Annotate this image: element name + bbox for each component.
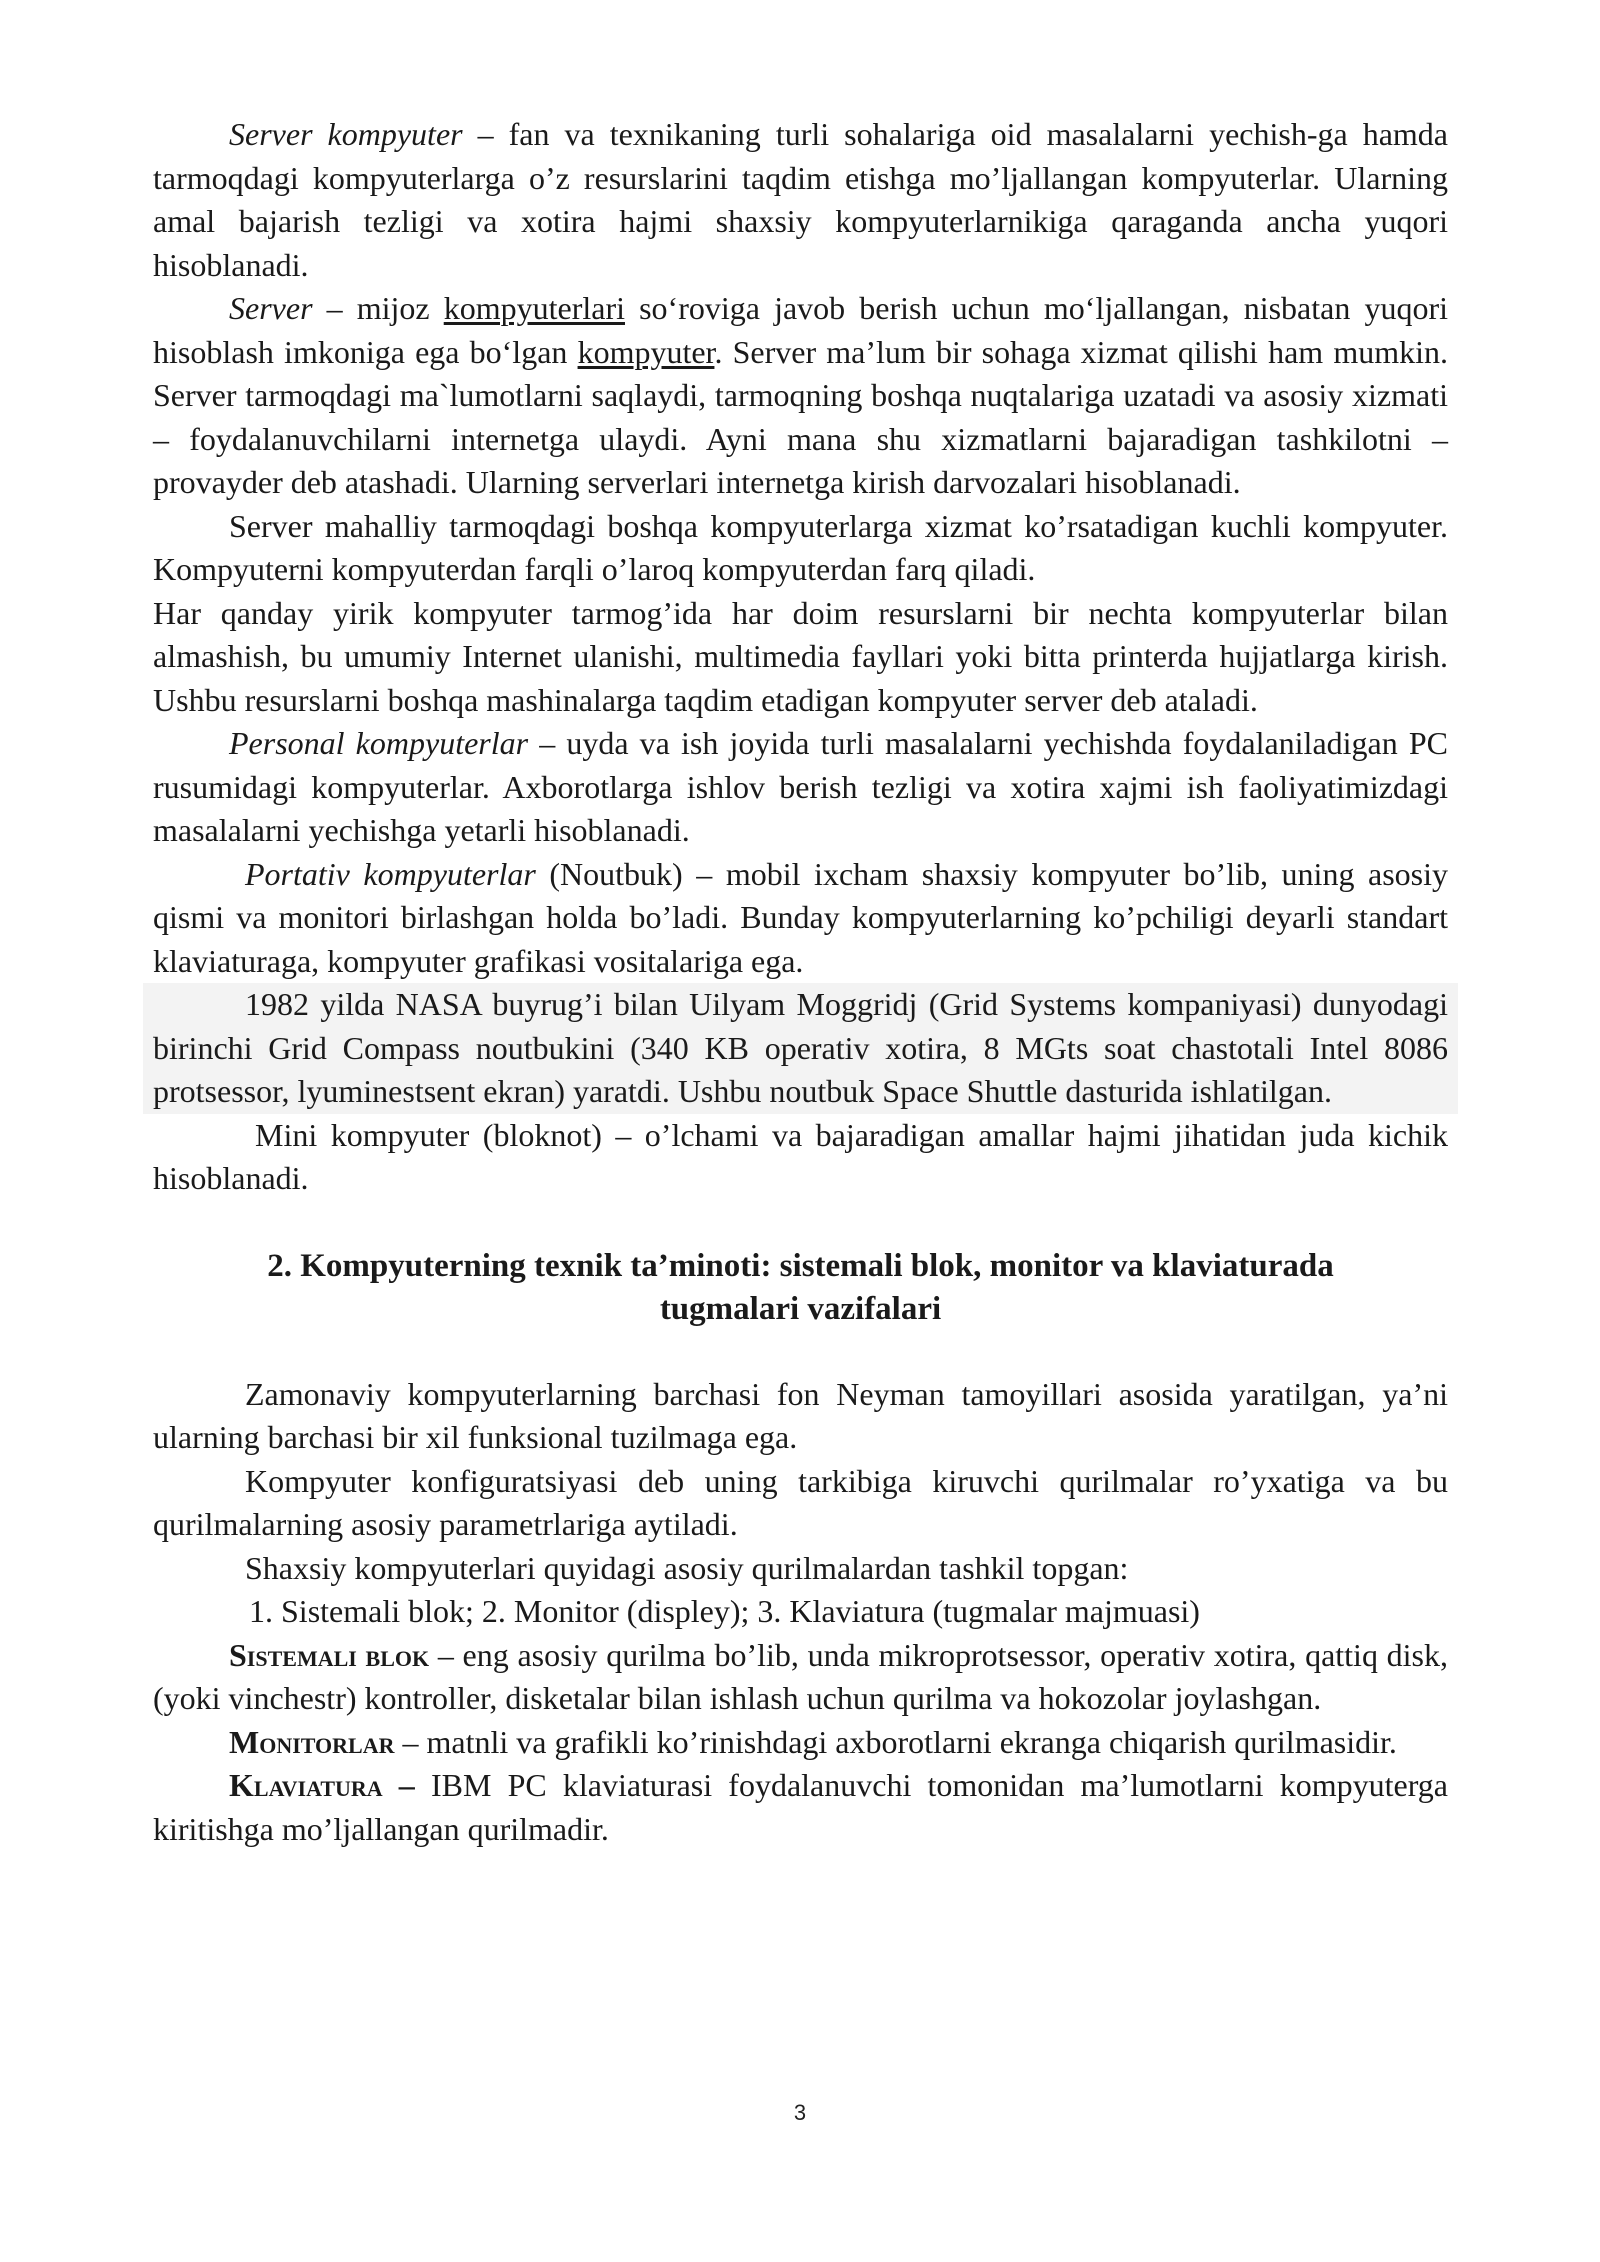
paragraph-resources: Har qanday yirik kompyuter tarmog’ida har doim resurslarni bir nechta kompyuterlar bilan almashish, bu umumiy Internet ulanishi, multimedia fayllari yoki bitta printerda hujjatlarga kirish. Ushbu resurslarni boshqa mashinalarga taqdim etadigan kompyuter server deb ataladi. bbox=[153, 594, 1448, 718]
link-kompyuter[interactable]: kompyuter bbox=[577, 333, 715, 370]
term-portativ-kompyuterlar: Portativ kompyuterlar bbox=[245, 855, 536, 892]
section-heading-line2: tugmalari vazifalari bbox=[659, 1290, 942, 1327]
term-server-kompyuter: Server kompyuter bbox=[229, 116, 463, 152]
term-server: Server bbox=[229, 290, 313, 326]
term-monitorlar: Monitorlar bbox=[229, 1723, 395, 1760]
paragraph-server bbox=[153, 287, 1448, 505]
paragraph-text: . Server ma’lum bir sohaga xizmat qilishi ham mumkin. Server tarmoqdagi ma`lumotlarni saqlaydi, tarmoqning boshqa nuqtalariga uzatadi va asosiy xizmati – foydalanuvchilarni internetga ulaydi. Ayni mana shu xizmatlarni bajaradigan tashkilotni – provayder deb atashadi. Ularning serverlari internetga kirish darvozalari hisoblanadi. bbox=[153, 333, 1449, 500]
paragraph-text: – fan va texnikaning turli sohalariga oid masalalarni yechish-ga hamda tarmoqdagi kompyuterlarga o’z resurslarini taqdim etishga mo’ljallangan kompyuterlar. Ularning amal bajarish tezligi va xotira hajmi shaxsiy kompyuterlarnikiga qaraganda ancha yuqori hisoblanadi. bbox=[153, 116, 1448, 283]
section-heading-line1: 2. Kompyuterning texnik ta’minoti: sistemali blok, monitor va klaviaturada bbox=[267, 1247, 1334, 1284]
paragraph-portativ bbox=[153, 853, 1448, 984]
paragraph-text: – mijoz bbox=[312, 290, 444, 326]
term-personal-kompyuterlar: Personal kompyuterlar bbox=[229, 725, 529, 761]
term-klaviatura: Klaviatura – bbox=[229, 1767, 415, 1803]
paragraph-text: (Noutbuk) – mobil ixcham shaxsiy kompyuter bo’lib, uning asosiy qismi va monitori birlashgan holda bo’ladi. Bunday kompyuterlarning ko’pchiligi deyarli standart klaviaturaga, kompyuter grafikasi vositalariga ega. bbox=[153, 855, 1449, 979]
link-kompyuterlari[interactable]: kompyuterlari bbox=[443, 290, 625, 326]
paragraph-text: IBM PC klaviaturasi foydalanuvchi tomonidan ma’lumotlarni kompyuterga kiritishga mo’ljallangan qurilmadir. bbox=[153, 1767, 1448, 1847]
term-sistemali-blok: Sistemali blok bbox=[229, 1636, 430, 1673]
section-heading bbox=[153, 1245, 1448, 1331]
page-number: 3 bbox=[793, 2100, 807, 2125]
paragraph-klaviatura bbox=[153, 1764, 1448, 1851]
paragraph-text: so‘roviga javob berish uchun mo‘ljallangan, nisbatan yuqori hisoblash imkoniga ega bo‘lgan bbox=[153, 290, 1449, 370]
paragraph-zamonaviy: Zamonaviy kompyuterlarning barchasi fon Neyman tamoyillari asosida yaratilgan, ya’ni ularning barchasi bir xil funksional tuzilmaga ega. bbox=[153, 1375, 1448, 1455]
paragraph-text: – eng asosiy qurilma bo’lib, unda mikroprotsessor, operativ xotira, qattiq disk, (yoki vinchestr) kontroller, disketalar bilan ishlash uchun qurilma va hokozolar joylashgan. bbox=[153, 1636, 1449, 1716]
paragraph-konfiguratsiya: Kompyuter konfiguratsiyasi deb uning tarkibiga kiruvchi qurilmalar ro’yxatiga va bu qurilmalarning asosiy parametrlariga aytiladi. bbox=[153, 1462, 1448, 1542]
paragraph-personal bbox=[153, 722, 1448, 853]
device-list: 1. Sistemali blok; 2. Monitor (displey); 3. Klaviatura (tugmalar majmuasi) bbox=[249, 1593, 1200, 1629]
document-page bbox=[153, 113, 1448, 1851]
paragraph-sistemali-blok bbox=[153, 1634, 1448, 1721]
paragraph-mini-kompyuter: Mini kompyuter (bloknot) – o’lchami va bajaradigan amallar hajmi jihatidan juda kichik hisoblanadi. bbox=[153, 1116, 1448, 1196]
paragraph-shaxsiy: Shaxsiy kompyuterlari quyidagi asosiy qurilmalardan tashkil topgan: bbox=[245, 1549, 1129, 1586]
paragraph-server-kompyuter bbox=[153, 113, 1448, 287]
paragraph-nasa: 1982 yilda NASA buyrug’i bilan Uilyam Moggridj (Grid Systems kompaniyasi) dunyodagi birinchi Grid Compass noutbukini (340 KB operativ xotira, 8 MGts soat chastotali Intel 8086 protsessor, lyuminestsent ekran) yaratdi. Ushbu noutbuk Space Shuttle dasturida ishlatilgan. bbox=[143, 983, 1458, 1114]
paragraph-server-mahalliy: Server mahalliy tarmoqdagi boshqa kompyuterlarga xizmat ko’rsatadigan kuchli kompyuter. Kompyuterni kompyuterdan farqli o’laroq kompyuterdan farq qiladi. bbox=[153, 507, 1448, 587]
paragraph-text: – uyda va ish joyida turli masalalarni yechishda foydalaniladigan PC rusumidagi kompyuterlar. Axborotlarga ishlov berish tezligi va xotira xajmi ish faoliyatimizdagi masalalarni yechishga yetarli hisoblanadi. bbox=[153, 725, 1448, 848]
paragraph-monitorlar bbox=[153, 1721, 1448, 1765]
paragraph-text: – matnli va grafikli ko’rinishdagi axborotlarni ekranga chiqarish qurilmasidir. bbox=[394, 1723, 1397, 1760]
